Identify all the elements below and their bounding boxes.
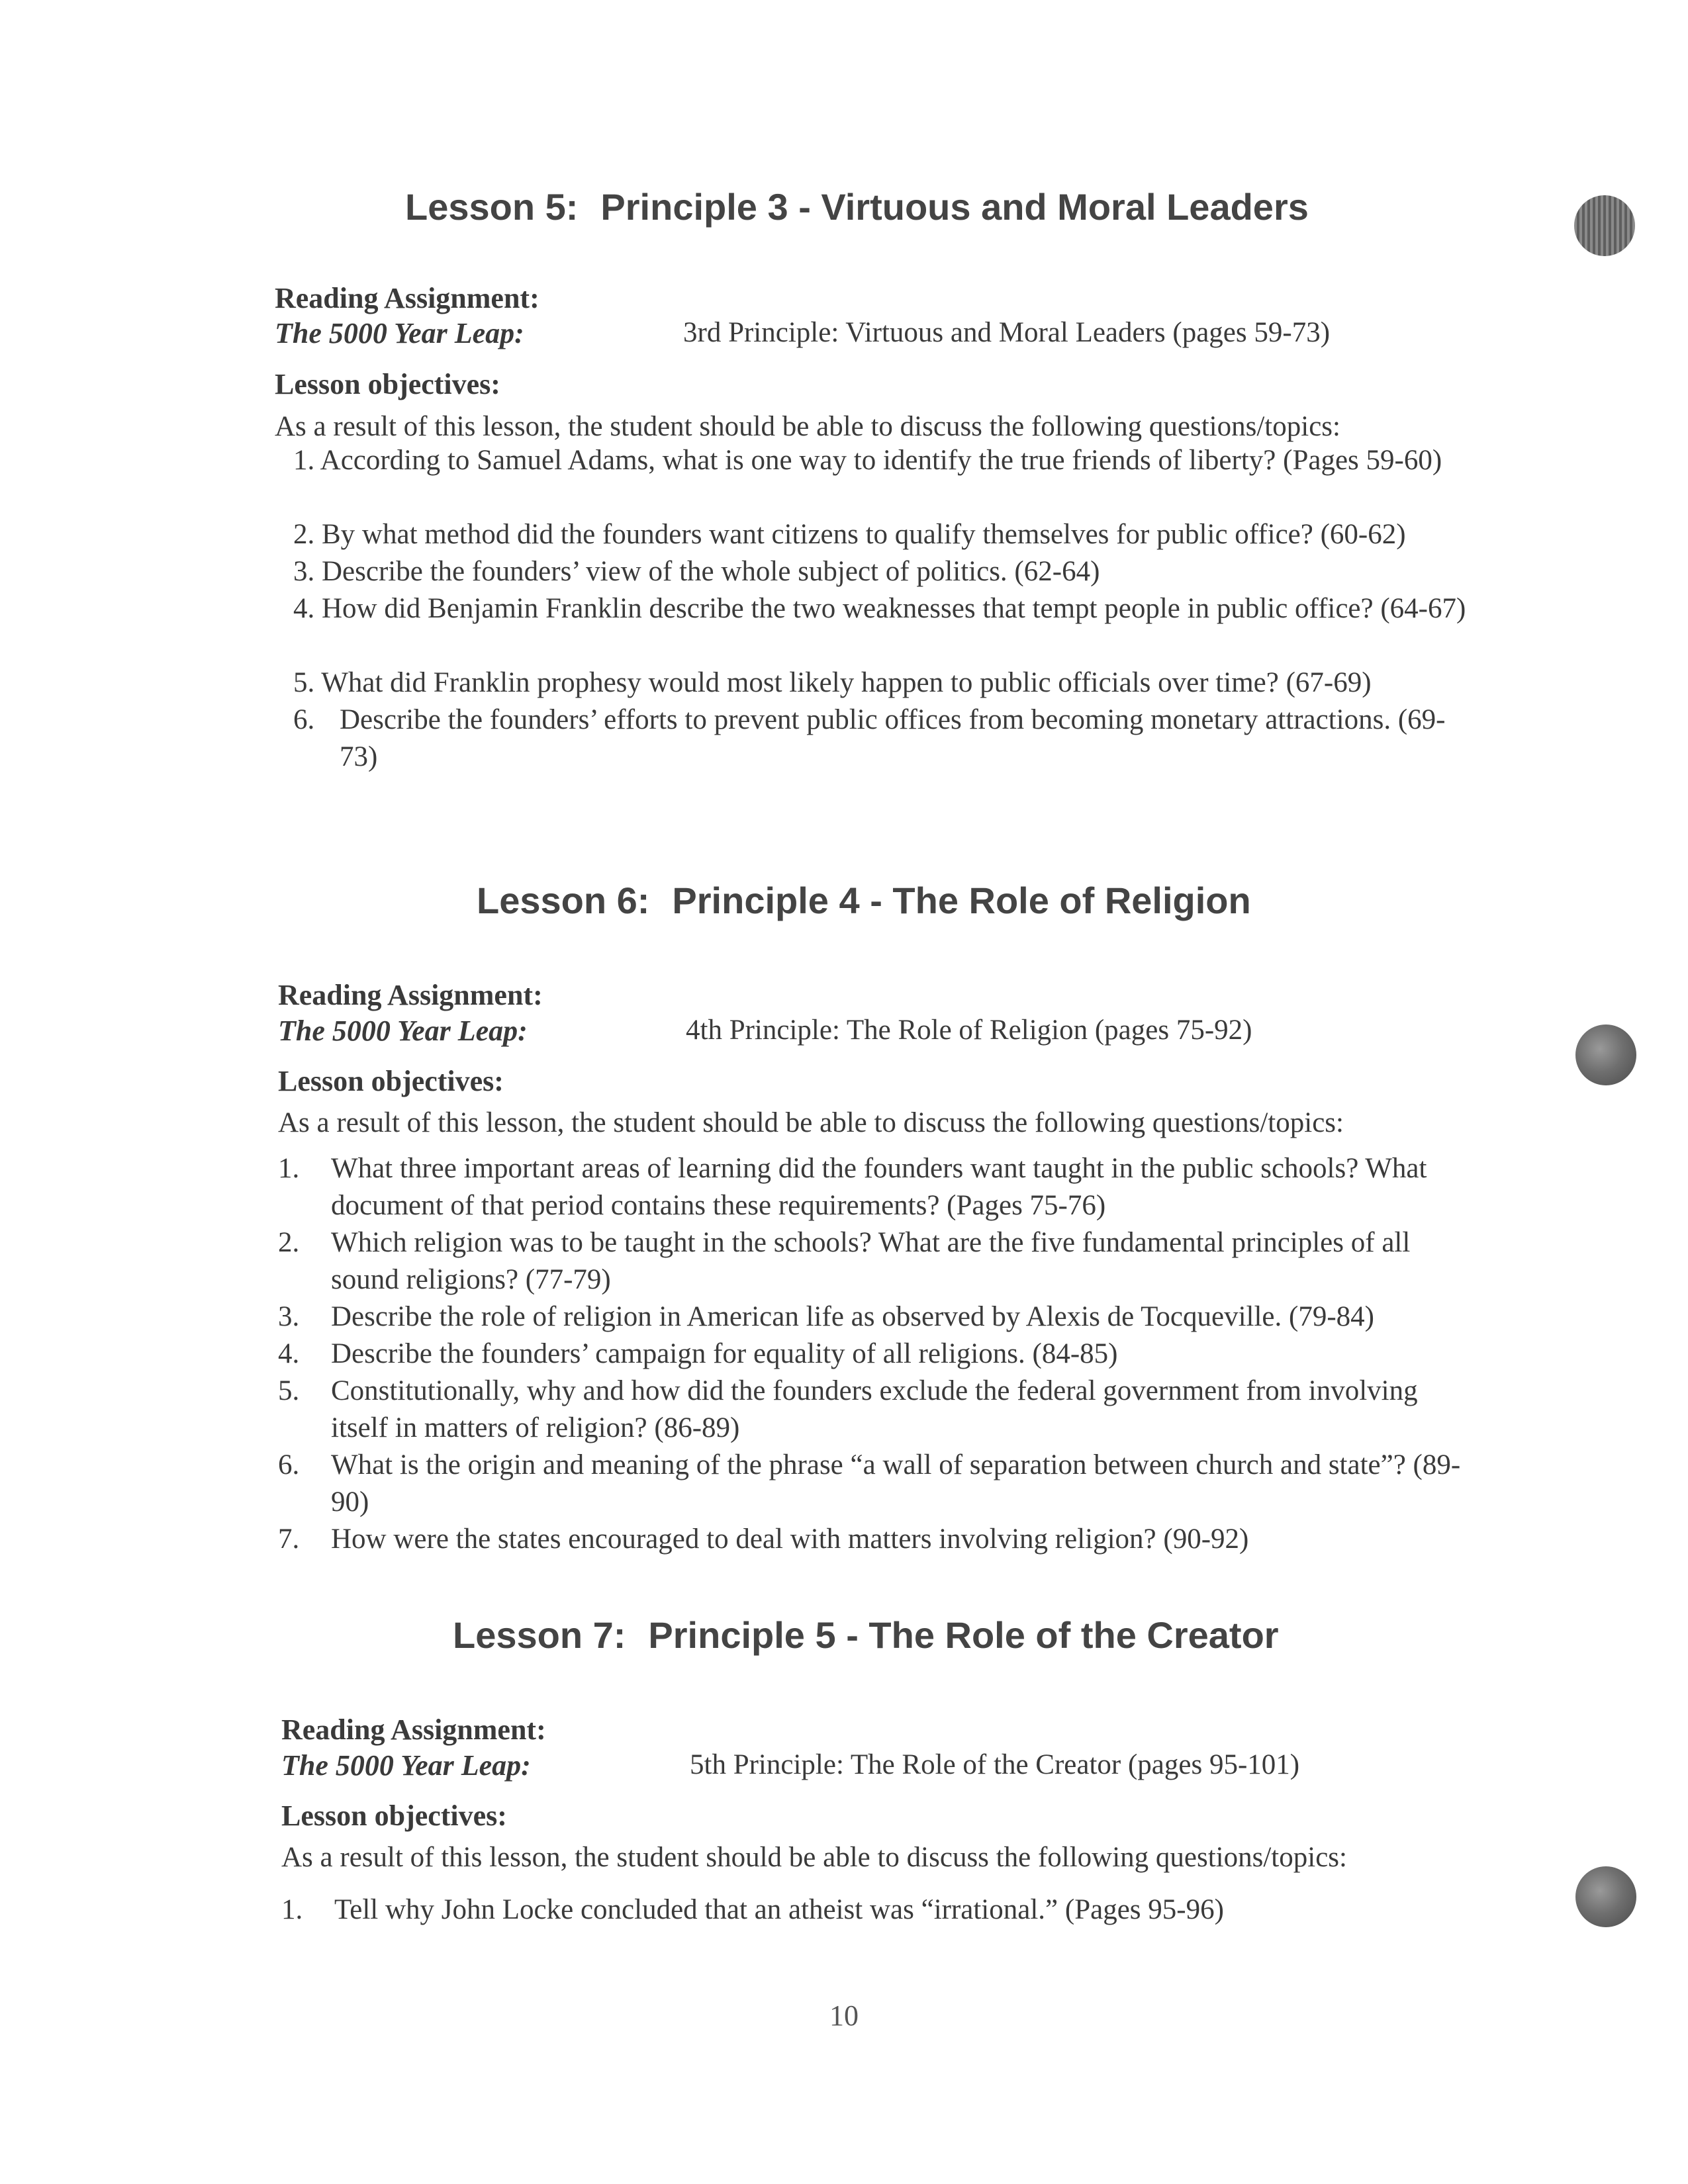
objectives-intro: As a result of this lesson, the student should be able to discuss the following questions/topics: xyxy=(275,411,1340,442)
objective-item xyxy=(278,1521,1470,1558)
lesson-objectives-label: Lesson objectives: xyxy=(278,1065,504,1097)
objective-item xyxy=(275,516,1466,553)
reading-assignment-label: Reading Assignment: xyxy=(281,1713,546,1746)
objective-number: 3. xyxy=(293,556,315,587)
objective-item xyxy=(275,553,1466,590)
objective-item xyxy=(278,1336,1470,1373)
objective-number: 5. xyxy=(278,1375,300,1406)
objective-item xyxy=(278,1298,1470,1336)
objectives-intro: As a result of this lesson, the student should be able to discuss the following questions/topics: xyxy=(278,1107,1344,1138)
objective-text: Describe the founders’ campaign for equality of all religions. (84-85) xyxy=(331,1338,1118,1369)
objective-text: What is the origin and meaning of the phrase “a wall of separation between church and state”? (89-90) xyxy=(331,1449,1461,1518)
objective-text: Which religion was to be taught in the schools? What are the five fundamental principles of all sound religions? (77-79) xyxy=(331,1227,1411,1295)
objective-item xyxy=(278,1224,1470,1298)
binder-hole-middle xyxy=(1575,1024,1636,1085)
objectives-intro: As a result of this lesson, the student should be able to discuss the following questions/topics: xyxy=(281,1842,1347,1873)
objective-number: 3. xyxy=(278,1301,300,1332)
objective-text: Describe the founders’ efforts to prevent public offices from becoming monetary attractions. (69-73) xyxy=(340,704,1446,772)
objective-item xyxy=(275,664,1466,702)
lesson-number: Lesson 6: xyxy=(477,880,650,921)
lesson-title xyxy=(453,1614,1279,1657)
objective-item xyxy=(275,442,1466,479)
page-number: 10 xyxy=(829,1999,859,2032)
binder-hole-bottom xyxy=(1575,1866,1636,1927)
book-title: The 5000 Year Leap: xyxy=(278,1015,528,1047)
objective-text: 2. By what method did the founders want citizens to qualify themselves for public office? (60-62) xyxy=(293,519,1406,550)
objective-item xyxy=(278,1447,1470,1521)
objective-number: 1. xyxy=(278,1153,300,1184)
objective-item xyxy=(275,590,1466,627)
book-title: The 5000 Year Leap: xyxy=(281,1749,531,1782)
objective-text: Describe the role of religion in American life as observed by Alexis de Tocqueville. (79-84) xyxy=(331,1301,1374,1332)
lesson-objectives-label: Lesson objectives: xyxy=(281,1799,507,1832)
objective-number: 1. xyxy=(281,1894,303,1925)
objective-item xyxy=(293,702,1466,776)
objective-item xyxy=(278,1373,1470,1447)
lesson-title-text: Principle 4 - The Role of Religion xyxy=(672,880,1251,921)
reading-assignment-label: Reading Assignment: xyxy=(275,282,539,314)
objective-text: 1. According to Samuel Adams, what is one way to identify the true friends of liberty? (Pages 59-60) xyxy=(293,445,1442,476)
objective-number: 5. xyxy=(293,667,315,698)
reading-assignment: 4th Principle: The Role of Religion (pages 75-92) xyxy=(686,1015,1252,1046)
objective-number: 6. xyxy=(293,704,315,735)
objective-number: 4. xyxy=(278,1338,300,1369)
reading-assignment-label: Reading Assignment: xyxy=(278,979,543,1011)
lesson-title-text: Principle 5 - The Role of the Creator xyxy=(648,1614,1279,1656)
lesson-title xyxy=(405,185,1309,228)
lesson-title xyxy=(477,879,1251,922)
objective-text: 4. How did Benjamin Franklin describe the two weaknesses that tempt people in public office? (64-67) xyxy=(293,593,1466,624)
objective-number: 6. xyxy=(278,1449,300,1480)
objective-number: 4. xyxy=(293,593,315,624)
binder-hole-top xyxy=(1574,195,1635,256)
objective-text: 3. Describe the founders’ view of the whole subject of politics. (62-64) xyxy=(293,556,1100,587)
objective-number: 2. xyxy=(278,1227,300,1258)
lesson-number: Lesson 7: xyxy=(453,1614,626,1656)
reading-assignment: 5th Principle: The Role of the Creator (pages 95-101) xyxy=(690,1749,1300,1780)
objective-number: 2. xyxy=(293,519,315,550)
objective-text: Tell why John Locke concluded that an atheist was “irrational.” (Pages 95-96) xyxy=(334,1894,1224,1925)
objective-text: How were the states encouraged to deal with matters involving religion? (90-92) xyxy=(331,1524,1249,1555)
objective-item xyxy=(281,1891,1473,1929)
objective-number: 1. xyxy=(293,445,315,476)
objective-text: 5. What did Franklin prophesy would most likely happen to public officials over time? (67-69) xyxy=(293,667,1372,698)
objective-item xyxy=(278,1150,1470,1224)
objective-text: What three important areas of learning did the founders want taught in the public schools? What document of that period contains these requirements? (Pages 75-76) xyxy=(331,1153,1427,1221)
lesson-objectives-label: Lesson objectives: xyxy=(275,368,500,400)
reading-assignment: 3rd Principle: Virtuous and Moral Leaders (pages 59-73) xyxy=(683,317,1331,348)
lesson-number: Lesson 5: xyxy=(405,186,579,228)
objective-number: 7. xyxy=(278,1524,300,1555)
lesson-title-text: Principle 3 - Virtuous and Moral Leaders xyxy=(600,186,1309,228)
book-title: The 5000 Year Leap: xyxy=(275,317,524,349)
objective-text: Constitutionally, why and how did the founders exclude the federal government from involving itself in matters of religion? (86-89) xyxy=(331,1375,1418,1443)
